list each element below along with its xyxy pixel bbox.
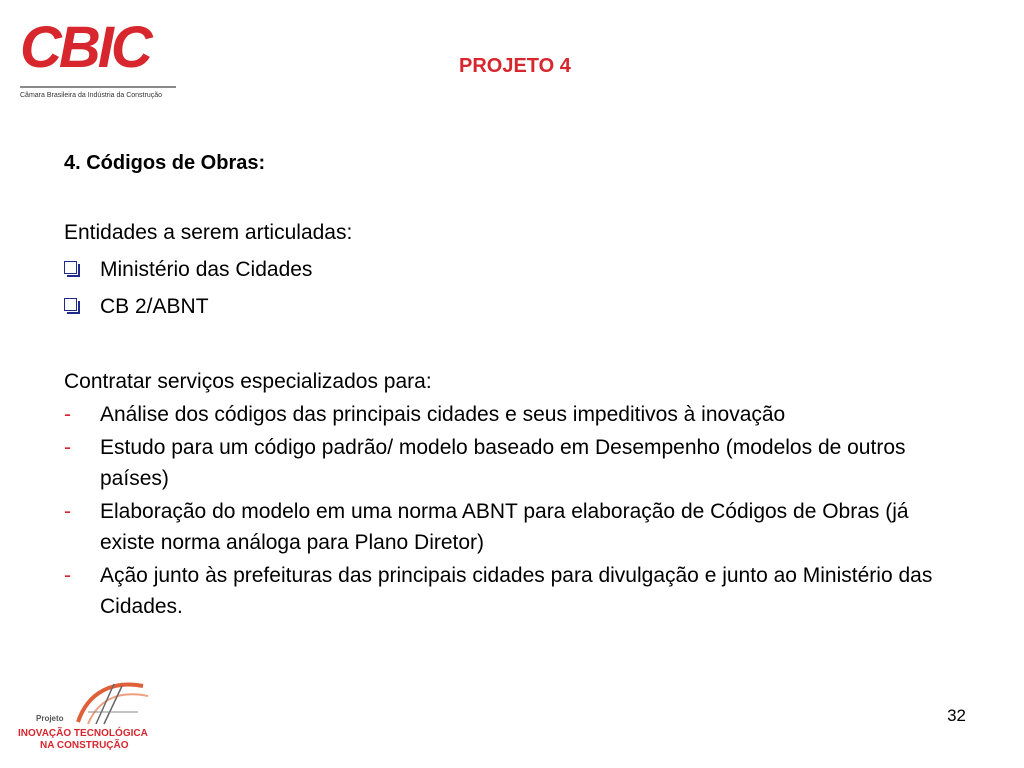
- slide-content: [64, 148, 964, 622]
- services-intro: Contratar serviços especializados para:: [64, 370, 432, 393]
- list-item: [64, 399, 964, 430]
- logo-line-1: INOVAÇÃO TECNOLÓGICA: [18, 728, 148, 739]
- list-item: [64, 432, 964, 494]
- logo-small-label: Projeto: [36, 714, 64, 723]
- service-item-label: Estudo para um código padrão/ modelo baseado em Desempenho (modelos de outros países): [100, 436, 906, 490]
- section-heading: 4. Códigos de Obras:: [64, 152, 266, 174]
- cbic-logo-wordmark: CBIC: [20, 15, 150, 80]
- dash-bullet: -: [64, 500, 71, 523]
- cbic-logo-subtitle: Câmara Brasileira da Indústria da Construção: [20, 92, 163, 99]
- entities-intro: Entidades a serem articuladas:: [64, 221, 353, 244]
- logo-line-2: NA CONSTRUÇÃO: [40, 740, 129, 751]
- service-item-label: Ação junto às prefeituras das principais cidades para divulgação e junto ao Ministério das Cidades.: [100, 564, 933, 618]
- list-item: [64, 291, 964, 322]
- checkbox-bullet-icon: [64, 298, 84, 314]
- dash-bullet: -: [64, 403, 71, 426]
- dash-bullet: -: [64, 564, 71, 587]
- cbic-logo: [20, 15, 180, 104]
- slide-title: PROJETO 4: [459, 55, 571, 77]
- entity-item-label: Ministério das Cidades: [100, 258, 313, 281]
- inovacao-logo: [18, 672, 158, 754]
- entity-item-label: CB 2/ABNT: [100, 295, 209, 318]
- checkbox-bullet-icon: [64, 261, 84, 277]
- service-item-label: Análise dos códigos das principais cidades e seus impeditivos à inovação: [100, 403, 786, 426]
- list-item: [64, 496, 964, 558]
- list-item: [64, 560, 964, 622]
- page-number: 32: [947, 706, 966, 725]
- inovacao-logo-icon: [18, 672, 158, 732]
- dash-bullet: -: [64, 436, 71, 459]
- service-item-label: Elaboração do modelo em uma norma ABNT para elaboração de Códigos de Obras (já existe norma análoga para Plano Diretor): [100, 500, 909, 554]
- logo-divider: [20, 86, 176, 88]
- list-item: [64, 254, 964, 285]
